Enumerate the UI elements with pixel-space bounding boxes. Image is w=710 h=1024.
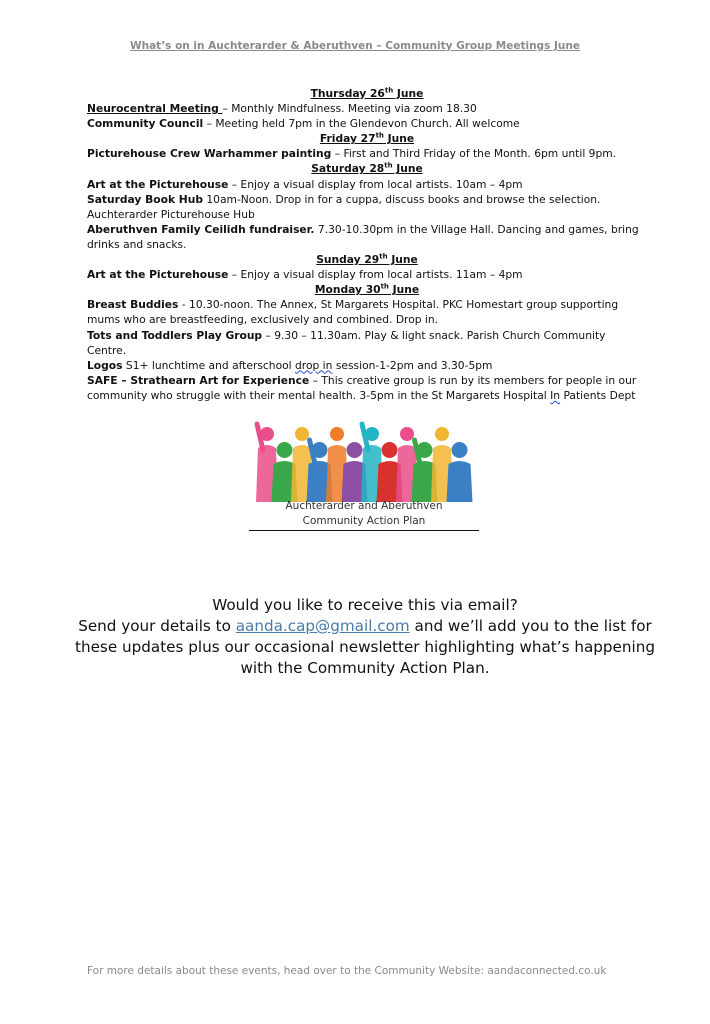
event-name: Art at the Picturehouse	[87, 268, 229, 282]
day-label: Thursday 26	[310, 87, 385, 100]
day-heading-sunday	[87, 252, 647, 267]
event-name: Breast Buddies	[87, 298, 179, 312]
logo-underline	[249, 530, 479, 531]
event-description: – This creative group is run by its members for people in our community who struggle with their mental health. 3-5pm in the St Margarets Hospital In Patients Dept	[87, 373, 637, 402]
figure-head	[435, 427, 449, 441]
email-details	[70, 616, 660, 679]
logo-line-1: Auchterarder and Aberuthven	[285, 500, 443, 512]
email-suffix: and we’ll add you to the list for these updates plus our occasional newsletter highlighting what’s happening with the Community Action Plan.	[74, 617, 655, 677]
day-heading-monday	[87, 282, 647, 297]
figure-head	[295, 427, 309, 441]
page-title: What’s on in Auchterarder & Aberuthven – Community Group Meetings June	[130, 40, 580, 52]
event-warhammer-painting	[87, 146, 647, 161]
logo-line-2: Community Action Plan	[302, 515, 426, 527]
figure-arm	[257, 424, 263, 450]
email-question: Would you like to receive this via email?	[212, 596, 518, 614]
day-ordinal: th	[375, 131, 384, 140]
figure-head	[330, 427, 344, 441]
events-list	[87, 86, 647, 403]
event-description: – First and Third Friday of the Month. 6pm until 9pm.	[331, 147, 617, 161]
event-name: Logos	[87, 358, 123, 372]
event-saturday-book-hub	[87, 192, 647, 222]
event-name: Tots and Toddlers Play Group	[87, 328, 263, 342]
spellcheck-mark: drop in	[295, 358, 333, 372]
event-description: – 9.30 – 11.30am. Play & light snack. Parish Church Community Centre.	[87, 328, 606, 357]
event-name: Saturday Book Hub	[87, 192, 203, 206]
day-ordinal: th	[380, 282, 389, 291]
day-heading-saturday	[87, 161, 647, 176]
figure-head	[400, 427, 414, 441]
event-name: Aberuthven Family Ceilidh fundraiser.	[87, 222, 315, 236]
event-name: Neurocentral Meeting	[87, 102, 223, 116]
event-breast-buddies	[87, 297, 647, 327]
logo-caption	[249, 499, 479, 529]
event-art-picturehouse-sun	[87, 267, 647, 282]
day-label: Friday 27	[319, 132, 376, 146]
figure-head	[277, 442, 293, 458]
figure-body	[447, 461, 473, 502]
event-description: – Enjoy a visual display from local artists. 11am – 4pm	[228, 268, 523, 282]
email-prefix: Send your details to	[78, 617, 236, 635]
day-month: June	[392, 162, 423, 176]
footer-text: For more details about these events, head over to the Community Website: aandaconnected.co.uk	[87, 965, 607, 977]
figure-arm	[362, 424, 368, 450]
email-link[interactable]: aanda.cap@gmail.com	[235, 617, 410, 635]
day-month: June	[388, 283, 420, 297]
day-ordinal: th	[384, 161, 393, 170]
email-signup-section	[70, 595, 660, 679]
day-heading-thursday	[87, 86, 647, 101]
day-month: June	[393, 87, 424, 100]
day-month: June	[383, 132, 415, 146]
event-community-council	[87, 116, 647, 131]
event-description: – Enjoy a visual display from local artists. 10am – 4pm	[228, 177, 523, 191]
day-heading-friday	[87, 131, 647, 146]
event-name: Art at the Picturehouse	[87, 177, 229, 191]
event-tots-toddlers	[87, 328, 647, 358]
day-ordinal: th	[379, 252, 388, 261]
event-description: 7.30-10.30pm in the Village Hall. Dancing and games, bring drinks and snacks.	[87, 222, 639, 251]
event-name: SAFE – Strathearn Art for Experience	[87, 373, 310, 387]
people-group-icon	[249, 420, 479, 502]
event-description: – Monthly Mindfulness. Meeting via zoom 18.30	[222, 102, 477, 116]
figure-head	[382, 442, 398, 458]
event-ceilidh-fundraiser	[87, 222, 647, 252]
event-neurocentral-meeting	[87, 101, 647, 116]
spellcheck-mark: In	[550, 388, 561, 402]
figure-head	[347, 442, 363, 458]
day-month: June	[387, 253, 418, 267]
figure-head	[452, 442, 468, 458]
event-name: Community Council	[87, 117, 204, 131]
event-safe-strathearn	[87, 373, 647, 403]
event-art-picturehouse-sat	[87, 177, 647, 192]
event-description: – Meeting held 7pm in the Glendevon Church. All welcome	[203, 117, 520, 131]
day-label: Monday 30	[314, 283, 381, 297]
day-label: Sunday 29	[316, 253, 380, 267]
day-label: Saturday 28	[311, 162, 385, 176]
event-description: 10am-Noon. Drop in for a cuppa, discuss books and browse the selection. Auchterarder Picturehouse Hub	[87, 192, 601, 221]
day-ordinal: th	[384, 86, 394, 95]
event-description: - 10.30-noon. The Annex, St Margarets Hospital. PKC Homestart group supporting mums who are breastfeeding, exclusively and combined. Drop in.	[87, 298, 619, 327]
event-name: Picturehouse Crew Warhammer painting	[87, 147, 332, 161]
event-logos	[87, 358, 647, 373]
event-description: S1+ lunchtime and afterschool drop in session-1-2pm and 3.30-5pm	[122, 358, 493, 372]
